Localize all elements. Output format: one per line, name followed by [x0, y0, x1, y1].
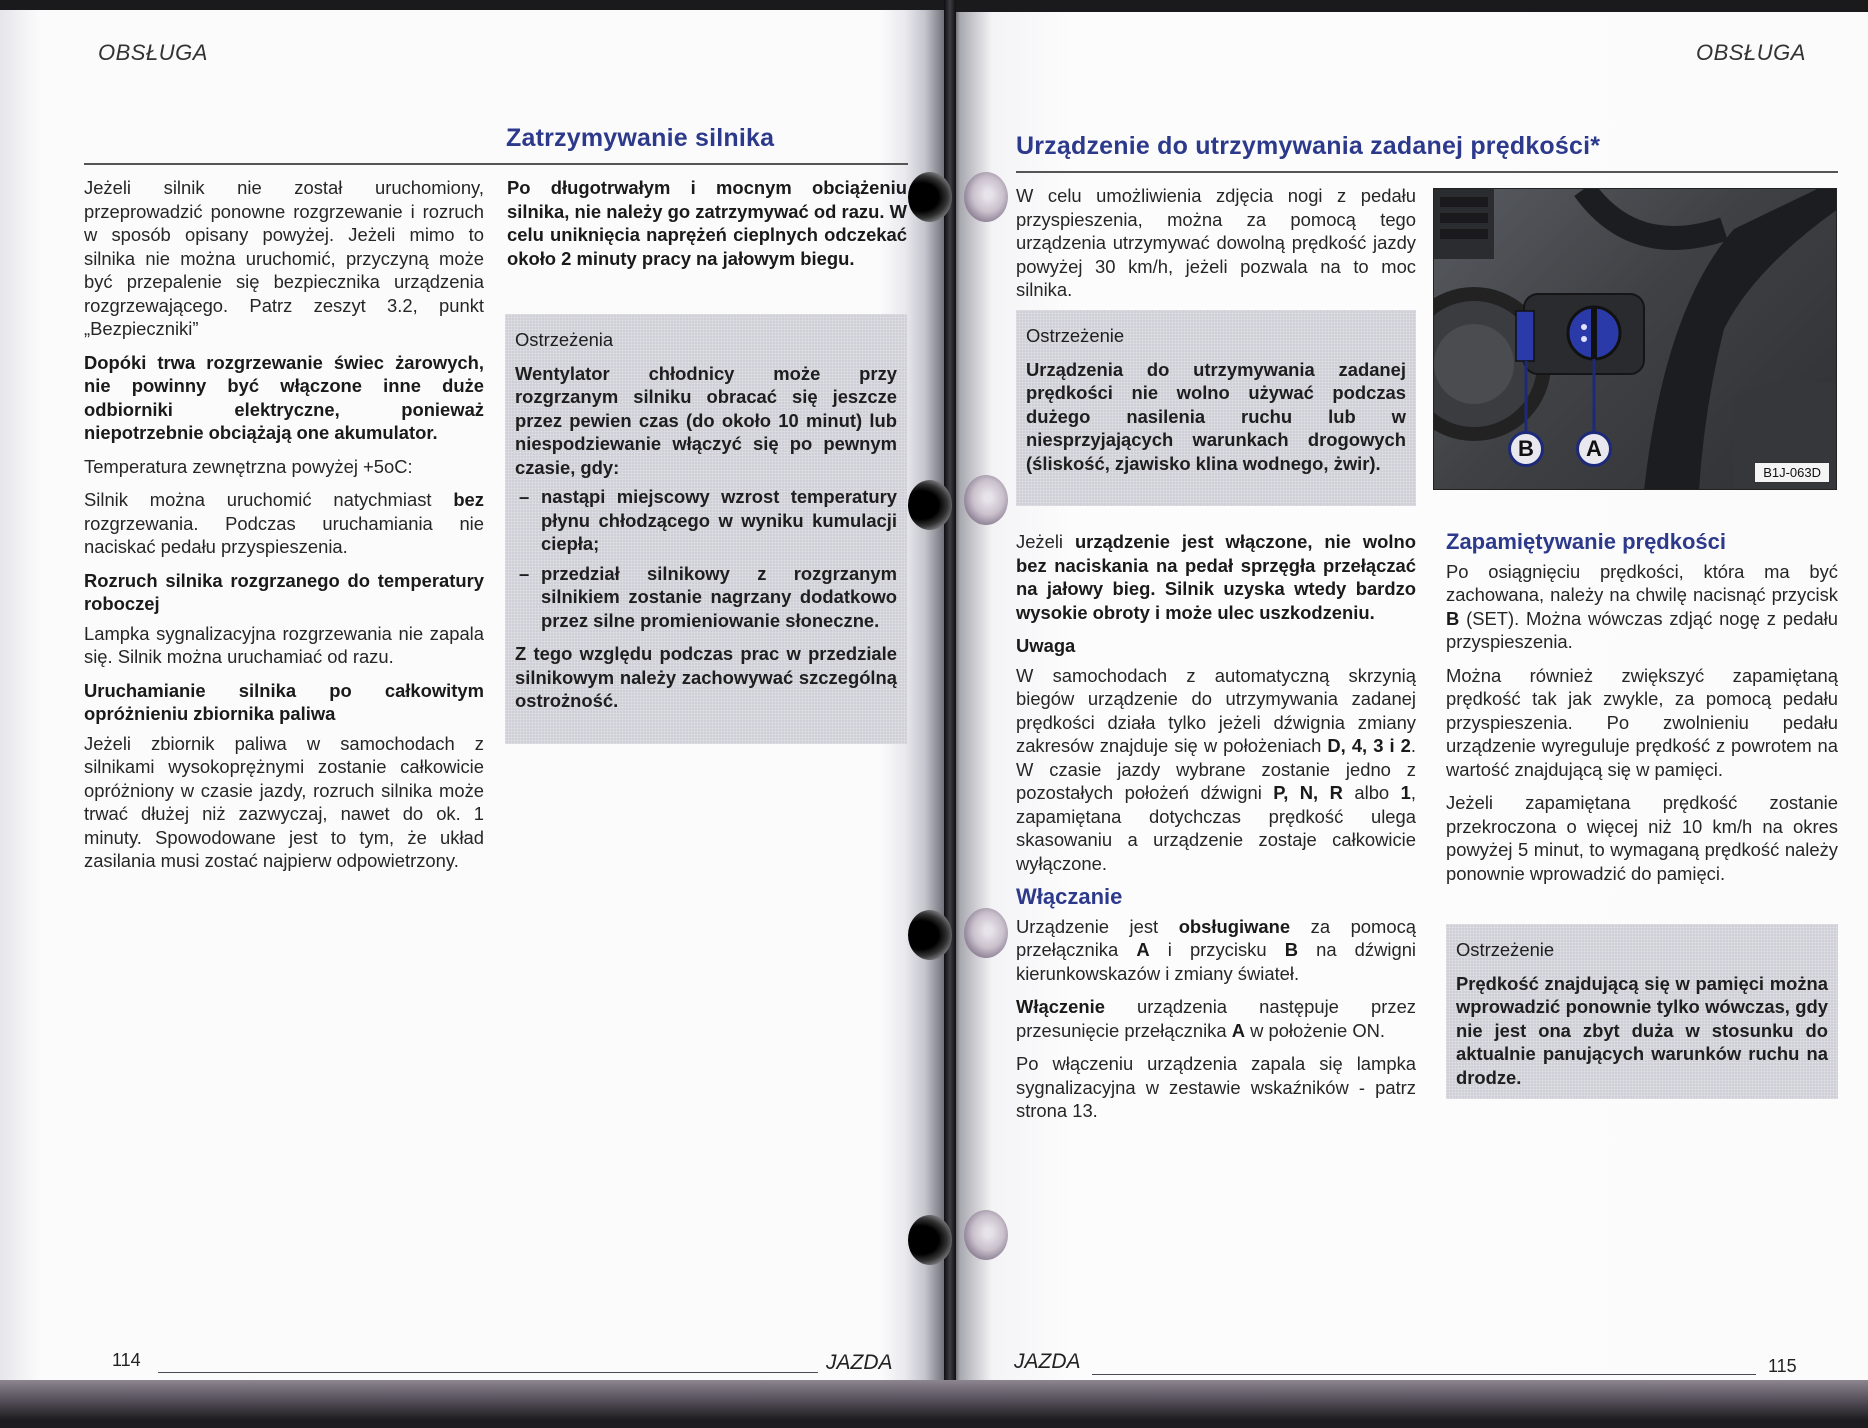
paragraph-glow-plugs-warning: Dopóki trwa rozgrzewanie świec żarowych, nie powinny być włączone inne duże odbiorniki elektryczne, ponieważ niepotrzebnie obciążają one akumulator. — [84, 351, 484, 443]
paragraph-cruise-intro: W celu umożliwienia zdjęcia nogi z pedału przyspieszenia, można za pomocą tego urządzenia utrzymywać dowolną prędkość jazdy powyżej 30 km/h, jeżeli pozwala na to moc silnika. — [1016, 185, 1416, 300]
left-running-head: OBSŁUGA — [98, 40, 208, 65]
subsection-title-memorizing-speed: Zapamiętywanie prędkości — [1446, 529, 1726, 554]
right-column-1-continued — [1016, 530, 1416, 1133]
binding-hole — [908, 1215, 952, 1265]
warning-body: Urządzenia do utrzymywania zadanej prędkości nie wolno używać podczas dużego nasilenia ruchu lub w niesprzyjających warunkach drogowych (śliskość, zjawisko klina wodnego, żwir). — [1026, 358, 1406, 474]
warning-title: Ostrzeżenia — [515, 329, 614, 350]
warning-title: Ostrzeżenie — [1026, 325, 1125, 346]
figure-steering-column-lever — [1433, 188, 1837, 490]
binding-hole — [908, 480, 952, 530]
binding-hole — [908, 172, 952, 222]
binding-hole — [908, 910, 952, 960]
paragraph-engaged-clutch: Jeżeli urządzenie jest włączone, nie wolno bez naciskania na pedał sprzęgła przełączać na jałowy bieg. Silnik uzyska wtedy bardzo wysokie obroty i może ulec uszkodzeniu. — [1016, 531, 1416, 623]
paragraph-operation: Urządzenie jest obsługiwane za pomocą przełącznika A i przycisku B na dźwigni kierunkowskazów i zmiany świateł. — [1016, 915, 1417, 984]
subsection-title-switching-on: Włączanie — [1016, 884, 1123, 909]
right-column-1 — [1016, 184, 1416, 312]
warning-list-item: – nastąpi miejscowy wzrost temperatury płynu chłodzącego w wyniku kumulacji ciepła; — [515, 485, 897, 556]
paragraph-empty-tank: Jeżeli zbiornik paliwa w samochodach z silnikami wysokoprężnymi zostanie całkowicie opróżniony w czasie jazdy, rozruch silnika może trwać dłużej niż zazwyczaj, nawet do ok. 1 minuty. Spowodowane jest to tym, że układ zasilania musi zostać najpierw odpowietrzony. — [84, 732, 484, 871]
left-column-1 — [84, 176, 484, 883]
binding-hole — [964, 908, 1008, 958]
warning-box-fan — [505, 314, 907, 744]
paragraph-indicator-lamp: Po włączeniu urządzenia zapala się lampka sygnalizacyjna w zestawie wskaźników - patrz strona 13. — [1016, 1053, 1416, 1121]
heading-empty-tank: Uruchamianie silnika po całkowitym opróżnieniu zbiornika paliwa — [84, 679, 484, 724]
right-running-head: OBSŁUGA — [1696, 40, 1806, 65]
right-column-2 — [1446, 530, 1838, 895]
section-title-cruise-control: Urządzenie do utrzymywania zadanej prędkości* — [1016, 132, 1601, 160]
binding-hole — [964, 475, 1008, 525]
warning-body: Wentylator chłodnicy może przy rozgrzanym silniku obracać się jeszcze przez pewien czas (do około 10 minut) lub niespodziewanie włączyć się po pewnym czasie, gdy: — [515, 362, 897, 478]
page-bottom-shadow — [0, 1380, 1868, 1428]
paragraph-switching-on: Włączenie urządzenia następuje przez przesunięcie przełącznika A w położenie ON. — [1016, 996, 1416, 1041]
binding-hole — [964, 172, 1008, 222]
warning-title: Ostrzeżenie — [1456, 939, 1555, 960]
header-rule-right — [1016, 171, 1838, 173]
warning-list — [515, 485, 897, 632]
paragraph-automatic-gearbox-note: W samochodach z automatyczną skrzynią biegów urządzenie do utrzymywania zadanej prędkości działa tylko jeżeli dźwignia zmiany zakresów znajduje się w położeniach D, 4, 3 i 2. W czasie jazdy wybrane zostanie jedno z pozostałych położeń dźwigni P, N, R albo 1, zapamiętana dotychczas prędkość ulega skasowaniu a urządzenie zostaje całkowicie wyłączone. — [1016, 664, 1416, 874]
left-column-2 — [507, 176, 907, 280]
paragraph-set-speed: Po osiągnięciu prędkości, która ma być zachowana, należy na chwilę nacisnąć przycisk B (SET). Można wówczas zdjąć nogę z pedału przyspieszenia. — [1446, 560, 1838, 652]
figure-code: B1J-063D — [1754, 462, 1830, 483]
warning-closing: Z tego względu podczas prac w przedziale silnikowym należy zachowywać szczególną ostrożność. — [515, 643, 897, 711]
warning-box-cruise-usage — [1016, 310, 1416, 506]
binding-hole — [964, 1210, 1008, 1260]
page-number-left: 114 — [112, 1350, 141, 1370]
warning-list-item: – przedział silnikowy z rozgrzanym silnikiem zostanie nagrzany dodatkowo przez silne promieniowanie słoneczne. — [515, 562, 897, 633]
footer-rule-right — [1092, 1374, 1756, 1375]
paragraph-restart: Jeżeli silnik nie został uruchomiony, przeprowadzić ponowne rozgrzewanie i rozruch w sposób opisany powyżej. Jeżeli mimo to silnika nie można uruchomić, przyczyną może być przepalenie się bezpiecznika urządzenia rozgrzewającego. Patrz zeszyt 3.2, punkt „Bezpieczniki” — [84, 177, 484, 339]
heading-warm-start: Rozruch silnika rozgrzanego do temperatury roboczej — [84, 569, 484, 614]
paragraph-warm-start: Lampka sygnalizacyjna rozgrzewania nie zapala się. Silnik można uruchamiać od razu. — [84, 622, 484, 667]
paragraph-temperature: Temperatura zewnętrzna powyżej +5oC: — [84, 455, 413, 477]
note-title: Uwaga — [1016, 635, 1076, 656]
paragraph-increase-speed: Można również zwiększyć zapamiętaną prędkość tak jak zwykle, za pomocą pedału przyspieszenia. Po zwolnieniu pedału urządzenie wyreguluje prędkość z powrotem na wartość znajdującą się w pamięci. — [1446, 664, 1838, 780]
footer-section-left: JAZDA — [826, 1351, 893, 1374]
paragraph-speed-exceeded: Jeżeli zapamiętana prędkość zostanie przekroczona o więcej niż 10 km/h na okres powyżej 5 minut, to wymaganą prędkość należy ponownie wprowadzić do pamięci. — [1446, 792, 1838, 884]
footer-rule-left — [158, 1372, 818, 1373]
warning-body: Prędkość znajdującą się w pamięci można wprowadzić ponownie tylko wówczas, gdy nie jest ona zbyt duża w stosunku do aktualnie panujących warunków ruchu na drodze. — [1456, 972, 1828, 1088]
callout-a: A — [1576, 431, 1612, 467]
header-rule-left — [84, 163, 908, 165]
steering-lever-illustration — [1434, 189, 1837, 490]
callout-b: B — [1508, 431, 1544, 467]
section-title-stopping-engine: Zatrzymywanie silnika — [506, 124, 775, 152]
warning-box-memory-speed — [1446, 924, 1838, 1099]
paragraph-stopping-intro: Po długotrwałym i mocnym obciążeniu silnika, nie należy go zatrzymywać od razu. W celu uniknięcia naprężeń cieplnych odczekać około 2 minuty pracy na jałowym biegu. — [507, 177, 907, 269]
paragraph-start-immediately: Silnik można uruchomić natychmiast bez rozgrzewania. Podczas uruchamiania nie naciskać pedału przyspieszenia. — [84, 489, 484, 557]
footer-section-right: JAZDA — [1014, 1350, 1081, 1373]
page-number-right: 115 — [1768, 1356, 1797, 1376]
